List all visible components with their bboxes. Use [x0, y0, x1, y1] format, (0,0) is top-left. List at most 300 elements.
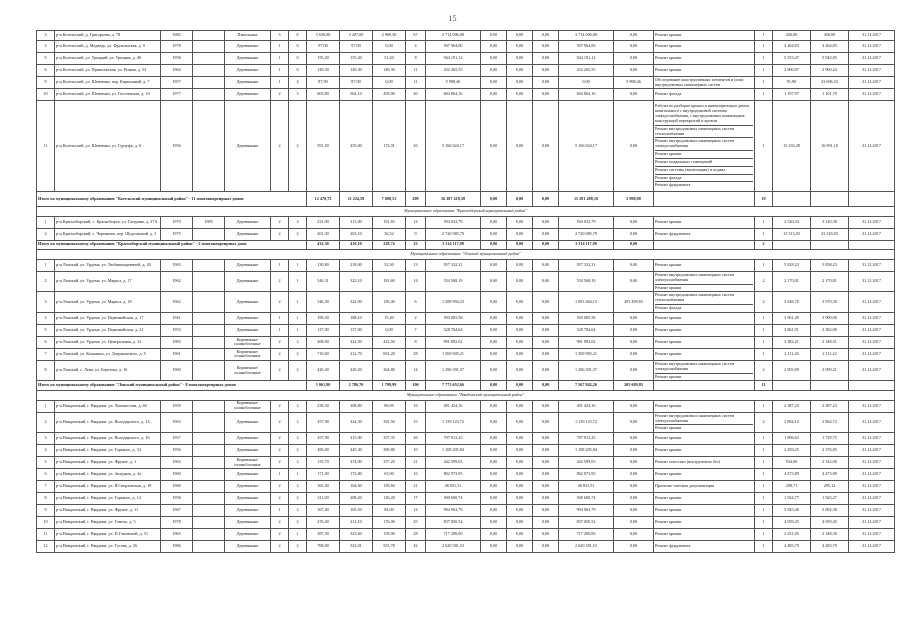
cell-c6: 2 [289, 445, 307, 457]
row-number: 9 [37, 505, 55, 517]
wall-material: Деревянные [225, 271, 271, 291]
max-unit-cost: 1 923,27 [811, 493, 849, 505]
cell-c12: 0,00 [481, 228, 507, 240]
work-type-cell [654, 228, 755, 240]
unit-cost: 5 553,47 [773, 52, 811, 64]
cell-c11: 604 864,16 [426, 89, 481, 101]
cell-c8: 188,10 [340, 312, 373, 324]
unit-cost: 2 111,26 [773, 348, 811, 360]
table-row [37, 52, 895, 64]
cell-c5: 1 [271, 76, 289, 89]
row-number: 10 [37, 89, 55, 101]
cell-c12: 0,00 [481, 324, 507, 336]
wall-material: Деревянные [225, 52, 271, 64]
cell-c6: 6 [289, 31, 307, 41]
cell-c7: 133,70 [307, 457, 340, 469]
work-count: 1 [755, 259, 773, 271]
cell-c15: 491 424,16 [559, 400, 614, 412]
work-type-item: Ремонт внутридомовых инженерных систем электроснабжения [655, 413, 753, 426]
cell-c14: 0,00 [533, 400, 559, 412]
cell-c16: 0,00 [614, 228, 654, 240]
cell-c12: 0,00 [481, 76, 507, 89]
year-built: 1959 [161, 400, 193, 412]
table-row [37, 292, 895, 312]
cell-c11: 797 013,25 [426, 433, 481, 445]
cell-c10: 9 [406, 228, 426, 240]
work-count: 1 [755, 324, 773, 336]
address-cell: р-н Ленский, ул. Урдома, ул. Центральная, д. 12 [55, 336, 161, 348]
wall-material: Деревянные [225, 445, 271, 457]
total-work-type [654, 192, 755, 207]
cell-c7: 199,30 [307, 312, 340, 324]
work-type-item: Ремонт внутридомовых инженерных систем теплоснабжения [655, 292, 753, 305]
cell-c5: 2 [271, 445, 289, 457]
cell-c8: 218,00 [340, 259, 373, 271]
cell-c14: 0,00 [533, 481, 559, 493]
unit-cost: 2 903,99 [773, 360, 811, 380]
cell-c15: 3 714 006,00 [559, 31, 614, 41]
work-count: 1 [755, 517, 773, 529]
work-type-item: Ремонт внутридомовых инженерных систем электроснабжения [655, 138, 753, 151]
cell-c8: 523,01 [340, 541, 373, 553]
total-label: Итого по муниципальному образованию "Котельский муниципальный район" - 11 многоквартирных домов [37, 192, 307, 207]
cell-c10: 6 [406, 292, 426, 312]
unit-cost: 3 446,78 [773, 292, 811, 312]
cell-c5: 2 [271, 292, 289, 312]
cell-c6: 2 [289, 348, 307, 360]
year-renovated [193, 445, 225, 457]
completion-date: 31.12.2017 [849, 517, 895, 529]
cell-c8: 422,50 [340, 336, 373, 348]
cell-c13: 0,00 [507, 292, 533, 312]
cell-c16: 0,00 [614, 348, 654, 360]
cell-c10: 7 [406, 324, 426, 336]
total-c7: 3 061,90 [307, 381, 340, 391]
cell-c5: 2 [271, 400, 289, 412]
total-c11: 7 773 652,66 [426, 381, 481, 391]
year-built: 1957 [161, 433, 193, 445]
total-c20 [811, 240, 849, 250]
row-number: 2 [37, 228, 55, 240]
cell-c5: 2 [271, 412, 289, 432]
cell-c5: 1 [271, 64, 289, 76]
max-unit-cost: 456,00 [811, 31, 849, 41]
address-cell: р-н Котельский, ул. Шевченко, ул. Гоголевская, д. 10 [55, 89, 161, 101]
table-row [37, 469, 895, 481]
cell-c6: 2 [289, 541, 307, 553]
wall-material: Деревянные [225, 64, 271, 76]
completion-date: 31.12.2017 [849, 505, 895, 517]
unit-cost: 5 943,48 [773, 505, 811, 517]
work-type-item: Ремонт крыши [655, 471, 682, 477]
max-unit-cost: 2 111,22 [811, 348, 849, 360]
cell-c7: 97,00 [307, 40, 340, 52]
completion-date: 31.12.2017 [849, 64, 895, 76]
cell-c13: 0,00 [507, 541, 533, 553]
cell-c7: 485,00 [307, 445, 340, 457]
cell-c7: 137,00 [307, 324, 340, 336]
work-type-cell [654, 360, 755, 380]
cell-c11: 3 714 006,00 [426, 31, 481, 41]
cell-c8: 323,60 [340, 529, 373, 541]
cell-c12: 0,00 [481, 541, 507, 553]
cell-c6: 2 [289, 433, 307, 445]
table-row [37, 312, 895, 324]
total-c7: 12 470,73 [307, 192, 340, 207]
unit-cost: 2 382,21 [773, 336, 811, 348]
wall-material: Кирпичные/шлакоблочные [225, 457, 271, 469]
cell-c6: 0 [289, 40, 307, 52]
unit-cost: 5 828,23 [773, 259, 811, 271]
work-type-cell [654, 312, 755, 324]
cell-c6: 2 [289, 360, 307, 380]
work-type-item: Ремонт системы (вентиляции) и подвал [655, 167, 753, 175]
cell-c16: 0,00 [614, 336, 654, 348]
cell-c13: 0,00 [507, 457, 533, 469]
cell-c7: 276,40 [307, 517, 340, 529]
completion-date: 31.12.2017 [849, 31, 895, 41]
work-type-item: Ремонт фасада [655, 305, 682, 311]
max-unit-cost: 16 991,10 [811, 101, 849, 192]
cell-c13: 0,00 [507, 64, 533, 76]
cell-c12: 0,00 [481, 517, 507, 529]
address-cell: р-н Котельский, д. Медведь, ул. Фрунзенская, д. 9 [55, 40, 161, 52]
cell-c6: 1 [289, 312, 307, 324]
cell-c14: 0,00 [533, 505, 559, 517]
year-built: 1982 [161, 31, 193, 41]
year-built: 1962 [161, 271, 193, 291]
wall-material: Кирпичные/шлакоблочные [225, 360, 271, 380]
table-row [37, 101, 895, 192]
cell-c10: 11 [406, 76, 426, 89]
address-cell: р-н Няндомский, г. Няндома, ул. Горького, д. 14 [55, 493, 161, 505]
work-count: 1 [755, 433, 773, 445]
total-c10: 209 [406, 192, 426, 207]
cell-c7: 201,30 [307, 228, 340, 240]
completion-date: 31.12.2017 [849, 271, 895, 291]
cell-c7: 87,90 [307, 76, 340, 89]
unit-cost: 2 320,34 [773, 216, 811, 228]
row-number: 11 [37, 101, 55, 192]
year-renovated [193, 412, 225, 432]
cell-c9: 390,80 [373, 445, 406, 457]
cell-c11: 48 831,51 [426, 481, 481, 493]
cell-c12: 0,00 [481, 259, 507, 271]
cell-c12: 0,00 [481, 271, 507, 291]
cell-c10: 16 [406, 469, 426, 481]
cell-c9: 0,00 [373, 76, 406, 89]
table-row [37, 336, 895, 348]
cell-c14: 0,00 [533, 493, 559, 505]
cell-c13: 0,00 [507, 481, 533, 493]
work-type-item: Ремонт подвальных помещений [655, 159, 753, 167]
cell-c13: 0,00 [507, 505, 533, 517]
year-renovated [193, 292, 225, 312]
unit-cost: 1 896,63 [773, 433, 811, 445]
cell-c11: 944 191,12 [426, 52, 481, 64]
work-type-cell [654, 433, 755, 445]
year-built: 1960 [161, 469, 193, 481]
cell-c8: 97,00 [340, 40, 373, 52]
cell-c13: 0,00 [507, 228, 533, 240]
max-unit-cost: 4 483,79 [811, 541, 849, 553]
cell-c5: 1 [271, 469, 289, 481]
completion-date: 31.12.2017 [849, 228, 895, 240]
cell-c15: 5 166 024,17 [559, 101, 614, 192]
cell-c9: 357,20 [373, 457, 406, 469]
cell-c9: 159,00 [373, 529, 406, 541]
address-cell: р-н Няндомский, г. Няндома, ул. Я.Сверловская, д. 18 [55, 481, 161, 493]
table-row [37, 89, 895, 101]
address-cell: р-н Няндомский, г. Няндома, ул. Гомель, д. 5 [55, 517, 161, 529]
cell-c9: 553,78 [373, 541, 406, 553]
cell-c8: 322,00 [340, 292, 373, 312]
work-type-item: Ремонт крыши [655, 326, 682, 332]
work-type-cell [654, 216, 755, 228]
wall-material: Деревянные [225, 481, 271, 493]
cell-c10: 8 [406, 336, 426, 348]
max-unit-cost: 2 348,51 [811, 336, 849, 348]
cell-c8: 137,00 [340, 324, 373, 336]
address-cell: р-н Ленский, ул. Урдома, ул. Маркса, д. 17 [55, 271, 161, 291]
row-number: 4 [37, 312, 55, 324]
address-cell: р-н Няндомский, г. Няндома, ул. Гусева, д. 26 [55, 541, 161, 553]
unit-cost: 4 264,83 [773, 40, 811, 52]
max-unit-cost: 2 900,24 [811, 64, 849, 76]
cell-c10: 67 [406, 31, 426, 41]
work-count: 1 [755, 40, 773, 52]
cell-c13: 0,00 [507, 445, 533, 457]
year-built: 1953 [161, 324, 193, 336]
year-built: 1956 [161, 445, 193, 457]
cell-c11: 442 599,03 [426, 457, 481, 469]
cell-c10: 21 [406, 481, 426, 493]
completion-date: 31.12.2017 [849, 259, 895, 271]
year-built: 1964 [161, 64, 193, 76]
cell-c13: 0,00 [507, 259, 533, 271]
wall-material: Деревянные [225, 76, 271, 89]
row-number: 5 [37, 324, 55, 336]
cell-c11: 957 332,31 [426, 259, 481, 271]
cell-c11: 5 166 024,17 [426, 101, 481, 192]
address-cell: р-н Няндомский, г. Няндома, ул. Володарского, д. 16 [55, 433, 161, 445]
address-cell: р-н Красноборский, с. Красноборск, ул. Гагарина, д. 27А [55, 216, 161, 228]
year-built: 1975 [161, 228, 193, 240]
total-c16: 205 609,85 [614, 381, 654, 391]
work-type-item: Ремонт фундамента [655, 182, 691, 188]
total-c9: 1 799,99 [373, 381, 406, 391]
cell-c6: 1 [289, 259, 307, 271]
total-c11: 3 314 117,98 [426, 240, 481, 250]
total-c10: 23 [406, 240, 426, 250]
cell-c5: 2 [271, 517, 289, 529]
address-cell: р-н Ленский, ул. Козьмино, ул. Дзержинского, д. 5 [55, 348, 161, 360]
year-built: 1957 [161, 76, 193, 89]
year-renovated [193, 400, 225, 412]
cell-c9: 422,50 [373, 336, 406, 348]
cell-c5: 1 [271, 259, 289, 271]
cell-c14: 0,00 [533, 541, 559, 553]
cell-c16: 0,00 [614, 101, 654, 192]
cell-c10: 14 [406, 271, 426, 291]
cell-c15: 2 720 085,79 [559, 228, 614, 240]
cell-c11: 1 139 123,72 [426, 412, 481, 432]
row-number: 1 [37, 400, 55, 412]
cell-c16: 0,00 [614, 481, 654, 493]
completion-date: 31.12.2017 [849, 469, 895, 481]
cell-c16: 0,00 [614, 400, 654, 412]
work-count: 1 [755, 216, 773, 228]
table-row [37, 400, 895, 412]
year-renovated [193, 312, 225, 324]
table-row [37, 271, 895, 291]
section-header-row [37, 391, 895, 401]
max-unit-cost: 5 002,38 [811, 505, 849, 517]
cell-c16: 0,00 [614, 529, 654, 541]
row-number: 4 [37, 40, 55, 52]
work-count: 1 [755, 31, 773, 41]
table-row [37, 529, 895, 541]
cell-c6: 1 [289, 324, 307, 336]
work-type-cell [654, 101, 755, 192]
wall-material: Деревянные [225, 412, 271, 432]
cell-c11: 717 200,00 [426, 529, 481, 541]
cell-c13: 0,00 [507, 412, 533, 432]
work-type-cell [654, 529, 755, 541]
work-type-item: Ремонт внутридомовых инженерных систем электроснабжения [655, 272, 753, 285]
total-c8: 11 224,59 [340, 192, 373, 207]
wall-material: Кирпичные/шлакоблочные [225, 336, 271, 348]
cell-c12: 0,00 [481, 412, 507, 432]
cell-c8: 322,10 [340, 271, 373, 291]
work-type-item: Ремонт крыши [655, 350, 682, 356]
cell-c8: 562,10 [340, 89, 373, 101]
wall-material: Деревянные [225, 433, 271, 445]
cell-c5: 2 [271, 529, 289, 541]
total-c12: 0,00 [481, 192, 507, 207]
cell-c12: 0,00 [481, 292, 507, 312]
work-count: 1 [755, 89, 773, 101]
row-number: 6 [37, 336, 55, 348]
cell-c14: 0,00 [533, 271, 559, 291]
unit-cost: 4 473,89 [773, 469, 811, 481]
row-number: 1 [37, 259, 55, 271]
year-renovated [193, 40, 225, 52]
unit-cost: 91,90 [773, 76, 811, 89]
max-unit-cost: 5 838,23 [811, 259, 849, 271]
completion-date: 31.12.2017 [849, 292, 895, 312]
section-title: Муниципальное образование "Ленский муниципальный район" [37, 250, 895, 260]
row-number: 8 [37, 493, 55, 505]
wall-material: Деревянные [225, 312, 271, 324]
cell-c16: 0,00 [614, 505, 654, 517]
cell-c6: 1 [289, 292, 307, 312]
cell-c7: 591,50 [307, 101, 340, 192]
cell-c9: 86,95 [373, 400, 406, 412]
total-c19 [773, 240, 811, 250]
work-type-cell [654, 52, 755, 64]
cell-c12: 0,00 [481, 469, 507, 481]
cell-c7: 457,90 [307, 412, 340, 432]
cell-c9: 52,30 [373, 259, 406, 271]
cell-c15: 604 864,16 [559, 89, 614, 101]
cell-c6: 3 [289, 89, 307, 101]
cell-c12: 0,00 [481, 52, 507, 64]
work-type-item: Ремонт крыши [655, 531, 682, 537]
wall-material: Деревянные [225, 529, 271, 541]
cell-c11: 1 569 905,21 [426, 348, 481, 360]
work-count: 1 [755, 312, 773, 324]
cell-c14: 0,00 [533, 76, 559, 89]
total-c16: 0,00 [614, 240, 654, 250]
table-row [37, 541, 895, 553]
cell-c14: 0,00 [533, 412, 559, 432]
cell-c12: 0,00 [481, 529, 507, 541]
year-renovated [193, 52, 225, 64]
table-row [37, 216, 895, 228]
year-renovated [193, 228, 225, 240]
work-count: 1 [755, 469, 773, 481]
cell-c9: 63,90 [373, 469, 406, 481]
total-c21 [849, 381, 895, 391]
total-c14: 0,00 [533, 192, 559, 207]
cell-c7: 346,30 [307, 292, 340, 312]
work-type-item: Ремонт крыши [655, 54, 682, 60]
total-c11: 16 287 418,58 [426, 192, 481, 207]
max-unit-cost: 2 170,81 [811, 271, 849, 291]
unit-cost: 934,00 [773, 457, 811, 469]
work-type-item: Ремонт отмостки (инструменты без) [655, 459, 720, 465]
table-row [37, 412, 895, 432]
total-c19 [773, 381, 811, 391]
cell-c7: 708,00 [307, 541, 340, 553]
section-header-row [37, 250, 895, 260]
cell-c9: 51,20 [373, 52, 406, 64]
cell-c7: 130,80 [307, 259, 340, 271]
cell-c8: 424,30 [340, 412, 373, 432]
work-type-cell [654, 89, 755, 101]
year-renovated [193, 493, 225, 505]
total-c21 [849, 192, 895, 207]
cell-c16: 0,00 [614, 412, 654, 432]
work-count: 2 [755, 271, 773, 291]
cell-c16: 0,00 [614, 259, 654, 271]
cell-c14: 0,00 [533, 101, 559, 192]
cell-c5: 2 [271, 89, 289, 101]
work-count: 1 [755, 101, 773, 192]
cell-c14: 0,00 [533, 529, 559, 541]
cell-c9: 136,20 [373, 493, 406, 505]
row-number: 3 [37, 31, 55, 41]
cell-c15: 48 831,51 [559, 481, 614, 493]
total-work-type [654, 381, 755, 391]
section-header-row [37, 206, 895, 216]
work-type-item: Ремонт фасада [655, 91, 682, 97]
unit-cost: 456,00 [773, 31, 811, 41]
work-type-item: Ремонт крыши [655, 402, 682, 408]
completion-date: 31.12.2017 [849, 457, 895, 469]
row-number: 8 [37, 360, 55, 380]
total-c12: 0,00 [481, 240, 507, 250]
year-renovated [193, 517, 225, 529]
cell-c13: 0,00 [507, 76, 533, 89]
work-type-cell [654, 348, 755, 360]
cell-c15: 1 296 391,37 [559, 360, 614, 380]
work-type-item: Ремонт крыши [655, 151, 753, 159]
cell-c16: 0,00 [614, 31, 654, 41]
cell-c10: 15 [406, 412, 426, 432]
cell-c7: 149,30 [307, 64, 340, 76]
